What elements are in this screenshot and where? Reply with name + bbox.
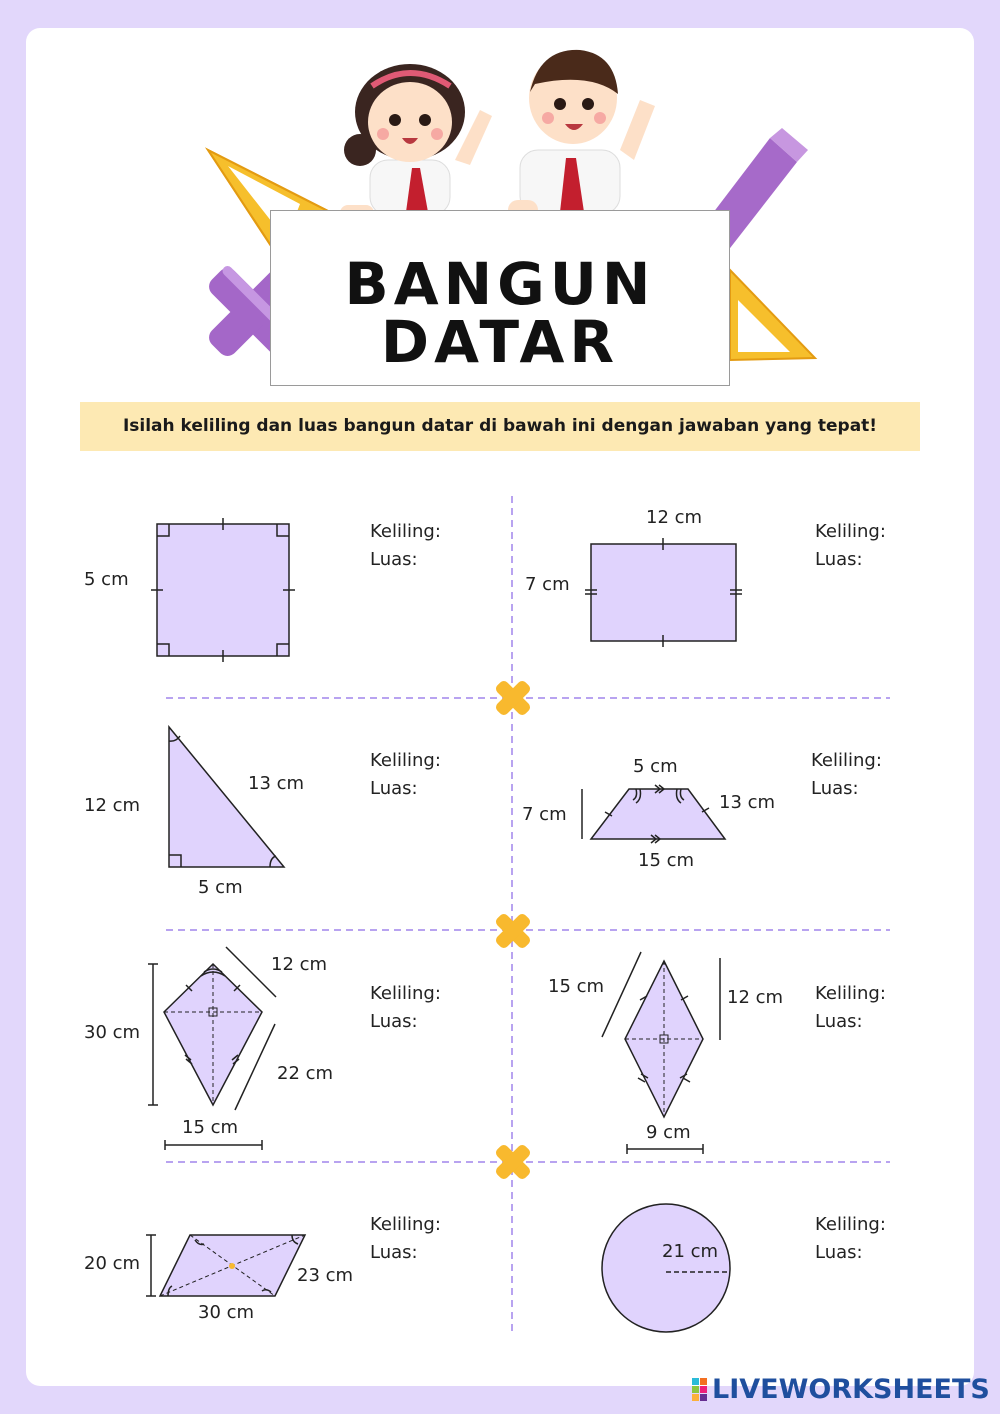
- answer-block-triangle: [370, 747, 441, 803]
- answer-block-circle: [815, 1211, 886, 1267]
- answer-block-trapezoid: [811, 747, 882, 803]
- rectangle-length-label: 12 cm: [646, 507, 703, 528]
- kite-width-label: 15 cm: [182, 1117, 239, 1138]
- liveworksheets-brand[interactable]: [690, 1372, 990, 1406]
- parallelogram-shape: [146, 1235, 305, 1296]
- trapezoid-shape: [582, 785, 725, 843]
- trapezoid-bottom-label: 15 cm: [638, 850, 695, 871]
- parallelogram-side-label: 23 cm: [297, 1265, 354, 1286]
- keliling-label: Keliling:: [370, 750, 441, 771]
- circle-shape: [602, 1204, 730, 1332]
- square-side-label: 5 cm: [84, 569, 129, 590]
- kite-height-label: 30 cm: [84, 1022, 141, 1043]
- page-title-line-2: DATAR: [380, 308, 620, 376]
- keliling-label: Keliling:: [370, 1214, 441, 1235]
- square-shape: [151, 518, 295, 662]
- rectangle-shape: [585, 538, 742, 647]
- answer-block-rectangle: [815, 518, 886, 574]
- luas-label: Luas:: [811, 778, 859, 799]
- luas-label: Luas:: [370, 1242, 418, 1263]
- page-title-line-1: BANGUN: [344, 250, 656, 318]
- trapezoid-top-label: 5 cm: [633, 756, 678, 777]
- brand-text: LIVEWORKSHEETS: [712, 1373, 990, 1405]
- luas-label: Luas:: [815, 1242, 863, 1263]
- triangle-height-label: 12 cm: [84, 795, 141, 816]
- keliling-label: Keliling:: [815, 1214, 886, 1235]
- luas-label: Luas:: [370, 1011, 418, 1032]
- ruler-triangle-right: [730, 270, 815, 360]
- rectangle-width-label: 7 cm: [525, 574, 570, 595]
- luas-label: Luas:: [370, 778, 418, 799]
- parallelogram-height-label: 20 cm: [84, 1253, 141, 1274]
- luas-label: Luas:: [370, 549, 418, 570]
- answer-block-parallelogram: [370, 1211, 441, 1267]
- rhombus-width-label: 9 cm: [646, 1122, 691, 1143]
- right-triangle-shape: [169, 727, 284, 867]
- answer-block-kite: [370, 980, 441, 1036]
- keliling-label: Keliling:: [370, 983, 441, 1004]
- instruction-banner: Isilah keliling dan luas bangun datar di bawah ini dengan jawaban yang tepat!: [80, 402, 920, 451]
- trapezoid-slant-label: 13 cm: [719, 792, 776, 813]
- girl-character: [340, 64, 492, 223]
- rhombus-side-label: 15 cm: [548, 976, 605, 997]
- circle-radius-label: 21 cm: [662, 1241, 719, 1262]
- rhombus-height-label: 12 cm: [727, 987, 784, 1008]
- keliling-label: Keliling:: [370, 521, 441, 542]
- keliling-label: Keliling:: [815, 521, 886, 542]
- kite-long-side-label: 22 cm: [277, 1063, 334, 1084]
- answer-block-rhombus: [815, 980, 886, 1036]
- parallelogram-base-label: 30 cm: [198, 1302, 255, 1323]
- title-card: [270, 210, 730, 386]
- luas-label: Luas:: [815, 549, 863, 570]
- luas-label: Luas:: [815, 1011, 863, 1032]
- kite-short-side-label: 12 cm: [271, 954, 328, 975]
- keliling-label: Keliling:: [815, 983, 886, 1004]
- trapezoid-height-label: 7 cm: [522, 804, 567, 825]
- triangle-base-label: 5 cm: [198, 877, 243, 898]
- keliling-label: Keliling:: [811, 750, 882, 771]
- answer-block-square: [370, 518, 441, 574]
- triangle-hypotenuse-label: 13 cm: [248, 773, 305, 794]
